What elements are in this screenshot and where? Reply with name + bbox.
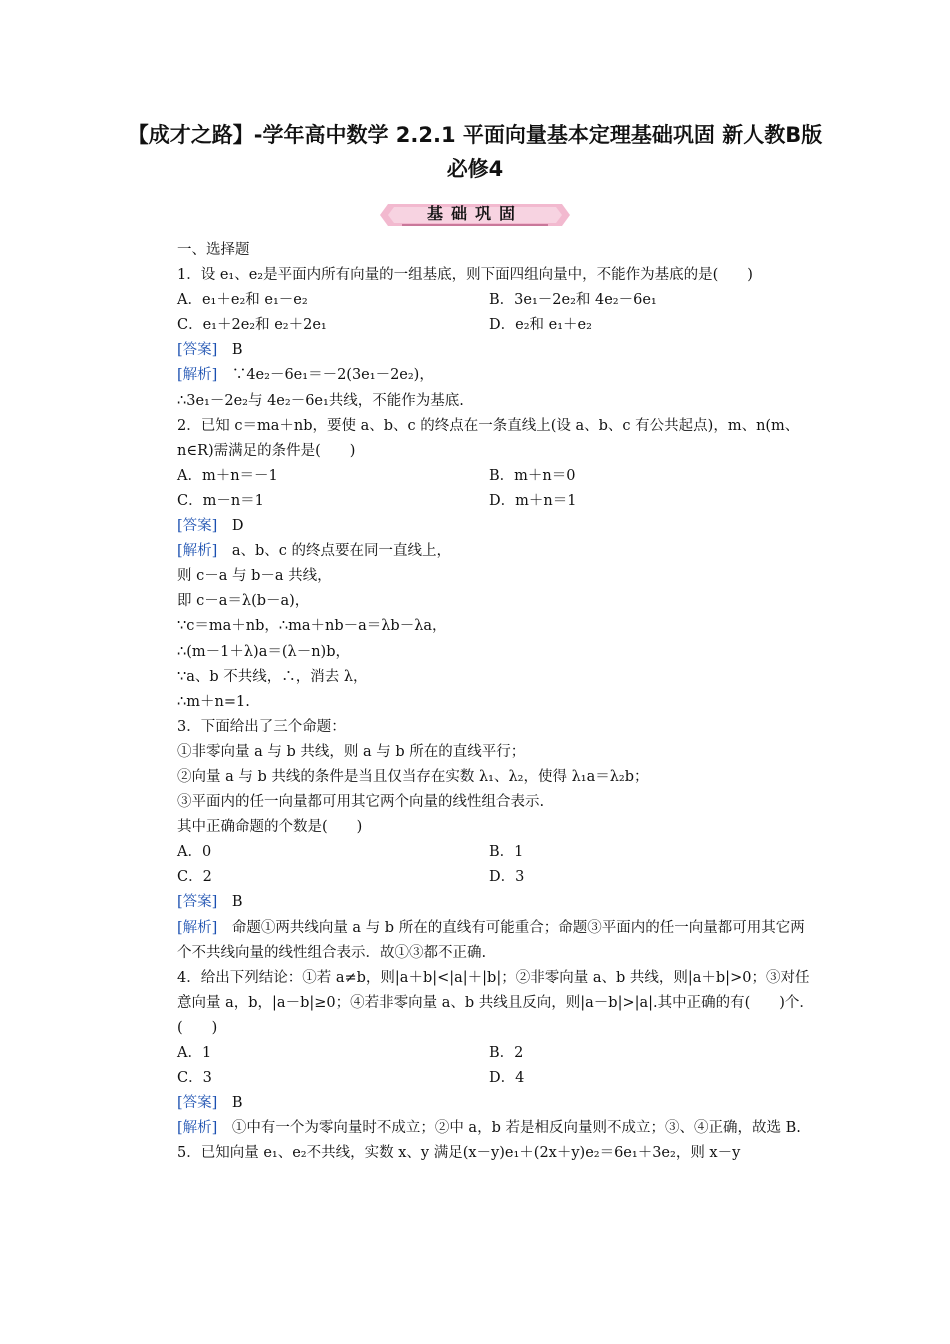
option-c: C．m－n＝1	[177, 492, 264, 509]
analysis-row	[145, 363, 815, 388]
question-1-stem: 1．设 e₁、e₂是平面内所有向量的一组基底，则下面四组向量中，不能作为基底的是( )	[177, 267, 753, 284]
analysis-row	[145, 916, 815, 966]
analysis-line: 则 c－a 与 b－a 共线，	[177, 568, 332, 585]
answer-tag: [答案]	[177, 518, 218, 535]
question-5-stem: 5．已知向量 e₁、e₂不共线，实数 x、y 满足(x－y)e₁＋(2x＋y)e₂＝6e₁＋3e₂，则 x－y	[177, 1145, 741, 1162]
answer-row	[145, 1091, 815, 1116]
option-d: D．3	[489, 869, 525, 886]
analysis-row	[145, 1116, 815, 1141]
analysis-row	[145, 539, 815, 564]
analysis-line: ∴(m－1＋λ)a＝(λ－n)b，	[177, 643, 350, 660]
option-a: A．e₁＋e₂和 e₁－e₂	[177, 292, 308, 309]
option-b: B．2	[489, 1045, 524, 1061]
question-1-options-ab	[145, 288, 815, 313]
proposition-item: ①非零向量 a 与 b 共线，则 a 与 b 所在的直线平行；	[177, 743, 526, 760]
option-c: C．3	[177, 1070, 212, 1087]
question-4-options-cd	[145, 1066, 815, 1091]
question-3-options-cd	[145, 865, 815, 890]
analysis-line: ∴m＋n=1.	[177, 693, 250, 710]
answer-row	[145, 338, 815, 363]
analysis-line: ∵c＝ma＋nb，∴ma＋nb－a＝λb－λa，	[177, 618, 447, 635]
option-d: D．e₂和 e₁＋e₂	[489, 317, 592, 334]
analysis-line: 即 c－a＝λ(b－a)，	[177, 593, 310, 610]
analysis-line: ∴3e₁－2e₂与 4e₂－6e₁共线，不能作为基底.	[177, 392, 464, 409]
option-c: C．2	[177, 869, 212, 886]
banner-label: 基础巩固	[426, 204, 523, 223]
answer-value: D	[217, 518, 244, 535]
option-d: D．m＋n＝1	[489, 492, 577, 509]
page-title: 【成才之路】-学年高中数学 2.2.1 平面向量基本定理基础巩固 新人教B版必修4	[127, 123, 823, 181]
document-body	[145, 238, 815, 1166]
question-3-prompt: 其中正确命题的个数是( )	[177, 819, 363, 836]
option-a: A．0	[177, 844, 212, 861]
section-heading: 一、选择题	[177, 242, 250, 258]
analysis-text: 命题①两共线向量 a 与 b 所在的直线有可能重合；命题③平面内的任一向量都可用其它两个不共线向量的线性组合表示．故①③都不正确.	[177, 919, 805, 961]
question-3-stem: 3．下面给出了三个命题：	[177, 718, 346, 735]
answer-row	[145, 514, 815, 539]
answer-tag: [答案]	[177, 342, 218, 359]
answer-value: B	[217, 342, 243, 359]
question-4-stem: 4．给出下列结论：①若 a≠b，则|a＋b|<|a|＋|b|；②非零向量 a、b 共线，则|a＋b|>0；③对任意向量 a，b，|a－b|≥0；④若非零向量 a、b 共线且反向，则|a－b|>|a|.其中正确的有( )个．( )	[177, 969, 814, 1036]
section-banner	[380, 202, 570, 228]
option-b: B．1	[489, 844, 524, 861]
question-2-options-cd	[145, 489, 815, 514]
analysis-tag: [解析]	[177, 367, 218, 384]
analysis-text: ①中有一个为零向量时不成立；②中 a，b 若是相反向量则不成立；③、④正确，故选 B.	[217, 1120, 801, 1137]
analysis-line: ∵a、b 不共线，∴，消去 λ，	[177, 668, 368, 685]
answer-value: B	[217, 894, 243, 911]
answer-tag: [答案]	[177, 894, 218, 911]
question-4-options-ab	[145, 1041, 815, 1066]
option-c: C．e₁＋2e₂和 e₂＋2e₁	[177, 317, 327, 334]
option-a: A．m＋n＝－1	[177, 467, 278, 484]
option-d: D．4	[489, 1070, 525, 1087]
analysis-tag: [解析]	[177, 543, 218, 560]
proposition-item: ③平面内的任一向量都可用其它两个向量的线性组合表示.	[177, 794, 545, 811]
question-1-options-cd	[145, 313, 815, 338]
question-2-options-ab	[145, 464, 815, 489]
answer-value: B	[217, 1095, 243, 1112]
answer-row	[145, 890, 815, 915]
analysis-text: a、b、c 的终点要在同一直线上，	[217, 543, 451, 560]
option-a: A．1	[177, 1045, 212, 1061]
question-2-stem: 2．已知 c＝ma＋nb，要使 a、b、c 的终点在一条直线上(设 a、b、c 有公共起点)，m、n(m、n∈R)需满足的条件是( )	[177, 417, 800, 459]
analysis-tag: [解析]	[177, 1120, 218, 1137]
option-b: B．m＋n＝0	[489, 467, 576, 484]
answer-tag: [答案]	[177, 1095, 218, 1112]
option-b: B．3e₁－2e₂和 4e₂－6e₁	[489, 292, 657, 309]
analysis-text: ∵4e₂－6e₁＝－2(3e₁－2e₂)，	[217, 367, 434, 384]
analysis-tag: [解析]	[177, 919, 218, 936]
question-3-options-ab	[145, 840, 815, 865]
proposition-item: ②向量 a 与 b 共线的条件是当且仅当存在实数 λ₁、λ₂，使得 λ₁a＝λ₂b；	[177, 768, 649, 785]
